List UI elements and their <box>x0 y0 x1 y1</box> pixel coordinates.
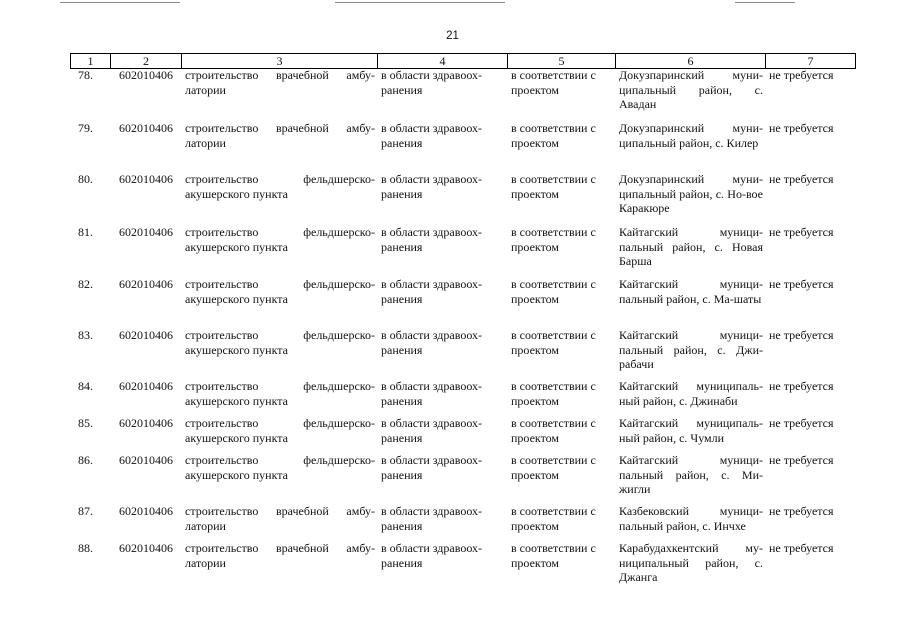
row-location: Кайтагский муници-пальный район, с. Джи-рабачи <box>619 328 763 371</box>
table-row <box>70 379 856 408</box>
row-location: Докузпаринский муни-ципальный район, с. Но-вое Каракюре <box>619 172 763 215</box>
column-header-2: 2 <box>111 54 182 68</box>
column-header-6: 6 <box>616 54 766 68</box>
table-row <box>70 121 856 150</box>
row-location: Кайтагский муниципаль-ный район, с. Чумли <box>619 416 763 445</box>
row-location: Докузпаринский муни-ципальный район, с. Килер <box>619 121 763 150</box>
row-object: строительство фельдшерско-акушерского пункта <box>185 379 375 408</box>
row-code: 602010406 <box>119 121 173 135</box>
row-object: строительство врачебной амбу-латории <box>185 68 375 97</box>
row-basis: в соответствии с проектом <box>511 504 596 533</box>
column-header-1: 1 <box>70 54 111 68</box>
row-area: в области здравоох-ранения <box>381 416 483 445</box>
row-note: не требуется <box>769 172 834 186</box>
row-area: в области здравоох-ранения <box>381 379 483 408</box>
table-row <box>70 453 856 497</box>
row-code: 602010406 <box>119 328 173 342</box>
row-note: не требуется <box>769 504 834 518</box>
row-code: 602010406 <box>119 504 173 518</box>
row-object: строительство врачебной амбу-латории <box>185 121 375 150</box>
row-area: в области здравоох-ранения <box>381 541 483 570</box>
row-location: Кайтагский муниципаль-ный район, с. Джинаби <box>619 379 763 408</box>
row-number: 81. <box>78 225 93 239</box>
table-row <box>70 172 856 216</box>
column-header-7: 7 <box>766 54 856 68</box>
row-area: в области здравоох-ранения <box>381 225 483 254</box>
table-row <box>70 68 856 112</box>
row-basis: в соответствии с проектом <box>511 541 596 570</box>
row-basis: в соответствии с проектом <box>511 172 596 201</box>
scan-edge-line <box>735 2 795 3</box>
row-area: в области здравоох-ранения <box>381 121 483 150</box>
row-object: строительство врачебной амбу-латории <box>185 504 375 533</box>
row-object: строительство фельдшерско-акушерского пункта <box>185 328 375 357</box>
regulation-table <box>70 53 856 584</box>
scan-edge-line <box>335 2 505 3</box>
row-area: в области здравоох-ранения <box>381 277 483 306</box>
row-note: не требуется <box>769 225 834 239</box>
row-number: 88. <box>78 541 93 555</box>
row-basis: в соответствии с проектом <box>511 328 596 357</box>
row-area: в области здравоох-ранения <box>381 453 483 482</box>
scan-edge-line <box>60 2 180 3</box>
page-number: 21 <box>446 30 459 42</box>
row-location: Кайтагский муници-пальный район, с. Новая Барша <box>619 225 763 268</box>
row-area: в области здравоох-ранения <box>381 504 483 533</box>
row-area: в области здравоох-ранения <box>381 68 483 97</box>
row-basis: в соответствии с проектом <box>511 225 596 254</box>
row-basis: в соответствии с проектом <box>511 277 596 306</box>
row-code: 602010406 <box>119 379 173 393</box>
row-object: строительство врачебной амбу-латории <box>185 541 375 570</box>
row-basis: в соответствии с проектом <box>511 68 596 97</box>
row-number: 79. <box>78 121 93 135</box>
row-code: 602010406 <box>119 416 173 430</box>
row-number: 78. <box>78 68 93 82</box>
row-basis: в соответствии с проектом <box>511 121 596 150</box>
row-note: не требуется <box>769 541 834 555</box>
row-code: 602010406 <box>119 172 173 186</box>
row-number: 86. <box>78 453 93 467</box>
row-number: 84. <box>78 379 93 393</box>
row-note: не требуется <box>769 277 834 291</box>
row-area: в области здравоох-ранения <box>381 328 483 357</box>
row-object: строительство фельдшерско-акушерского пункта <box>185 225 375 254</box>
row-code: 602010406 <box>119 277 173 291</box>
row-location: Докузпаринский муни-ципальный район, с. Авадан <box>619 68 763 111</box>
row-note: не требуется <box>769 416 834 430</box>
row-code: 602010406 <box>119 68 173 82</box>
row-note: не требуется <box>769 453 834 467</box>
row-location: Кайтагский муници-пальный район, с. Ма-шаты <box>619 277 763 306</box>
table-row <box>70 541 856 585</box>
column-header-4: 4 <box>378 54 508 68</box>
row-number: 85. <box>78 416 93 430</box>
table-row <box>70 504 856 533</box>
row-code: 602010406 <box>119 453 173 467</box>
row-area: в области здравоох-ранения <box>381 172 483 201</box>
column-header-3: 3 <box>182 54 378 68</box>
row-object: строительство фельдшерско-акушерского пункта <box>185 172 375 201</box>
row-note: не требуется <box>769 121 834 135</box>
row-basis: в соответствии с проектом <box>511 453 596 482</box>
row-location: Кайтагский муници-пальный район, с. Ми-жигли <box>619 453 763 496</box>
row-code: 602010406 <box>119 541 173 555</box>
row-number: 87. <box>78 504 93 518</box>
table-row <box>70 328 856 372</box>
row-location: Казбековский муници-пальный район, с. Инчхе <box>619 504 763 533</box>
table-row <box>70 225 856 269</box>
row-location: Карабудахкентский му-ниципальный район, с. Джанга <box>619 541 763 584</box>
table-row <box>70 416 856 445</box>
table-header-row <box>70 53 856 69</box>
row-code: 602010406 <box>119 225 173 239</box>
row-note: не требуется <box>769 328 834 342</box>
row-number: 82. <box>78 277 93 291</box>
row-number: 83. <box>78 328 93 342</box>
table-row <box>70 277 856 306</box>
row-basis: в соответствии с проектом <box>511 379 596 408</box>
column-header-5: 5 <box>508 54 616 68</box>
row-note: не требуется <box>769 379 834 393</box>
row-object: строительство фельдшерско-акушерского пункта <box>185 277 375 306</box>
row-basis: в соответствии с проектом <box>511 416 596 445</box>
row-object: строительство фельдшерско-акушерского пункта <box>185 416 375 445</box>
row-number: 80. <box>78 172 93 186</box>
row-object: строительство фельдшерско-акушерского пункта <box>185 453 375 482</box>
row-note: не требуется <box>769 68 834 82</box>
